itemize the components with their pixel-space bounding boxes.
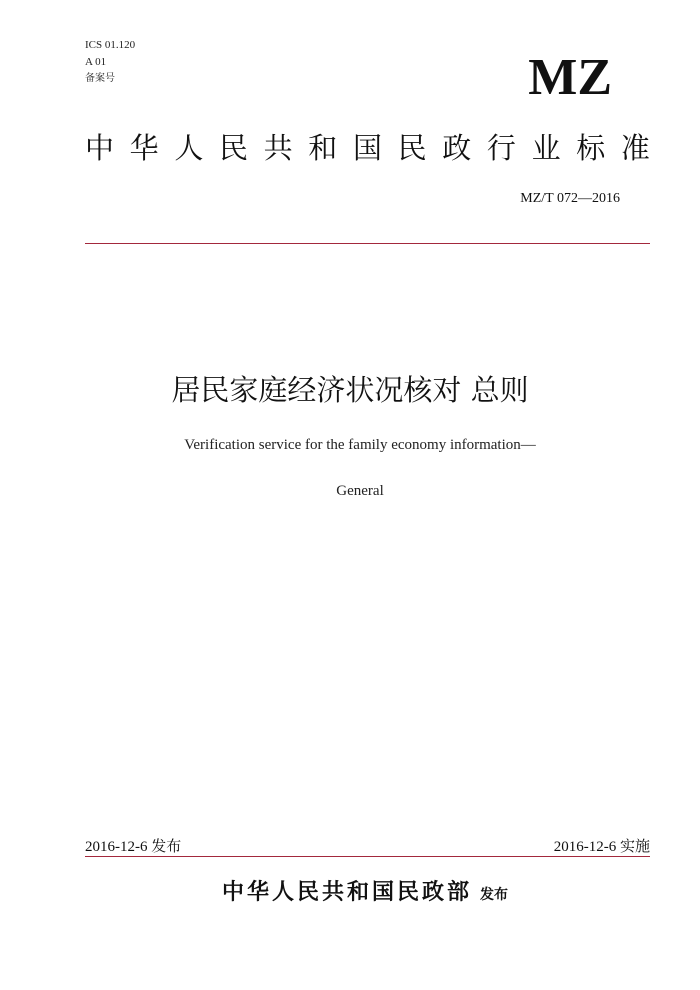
ccs-code: A 01	[85, 56, 107, 68]
agency-title-char: 标	[576, 131, 606, 165]
top-divider	[85, 243, 650, 244]
filing-number-label: 备案号	[85, 73, 115, 84]
issuing-authority	[0, 875, 700, 906]
agency-standard-title	[85, 130, 650, 166]
agency-title-char: 人	[174, 131, 204, 165]
agency-title-char: 行	[486, 131, 516, 165]
document-subtitle-en: General	[336, 483, 384, 499]
issuer-publish-label: 发布	[480, 887, 508, 903]
agency-title-char: 中	[85, 131, 115, 165]
agency-title-char: 国	[352, 131, 382, 165]
agency-title-char: 准	[620, 131, 650, 165]
document-title-cn: 居民家庭经济状况核对 总则	[171, 373, 529, 407]
agency-title-char: 华	[129, 131, 159, 165]
issuer-name: 中华人民共和国民政部	[221, 880, 472, 905]
agency-title-char: 政	[442, 131, 472, 165]
mz-logo: MZ	[528, 49, 612, 106]
agency-title-char: 民	[397, 131, 427, 165]
ics-code: ICS 01.120	[85, 39, 136, 51]
implementation-date: 2016-12-6 实施	[553, 839, 650, 855]
agency-title-char: 和	[308, 131, 338, 165]
bottom-divider	[85, 856, 650, 857]
agency-title-char: 业	[531, 131, 561, 165]
agency-title-char: 民	[218, 131, 248, 165]
standard-number: MZ/T 072—2016	[520, 191, 620, 206]
release-date: 2016-12-6 发布	[85, 839, 182, 855]
agency-title-char: 共	[263, 131, 293, 165]
document-title-en: Verification service for the family economy information—	[184, 437, 536, 453]
